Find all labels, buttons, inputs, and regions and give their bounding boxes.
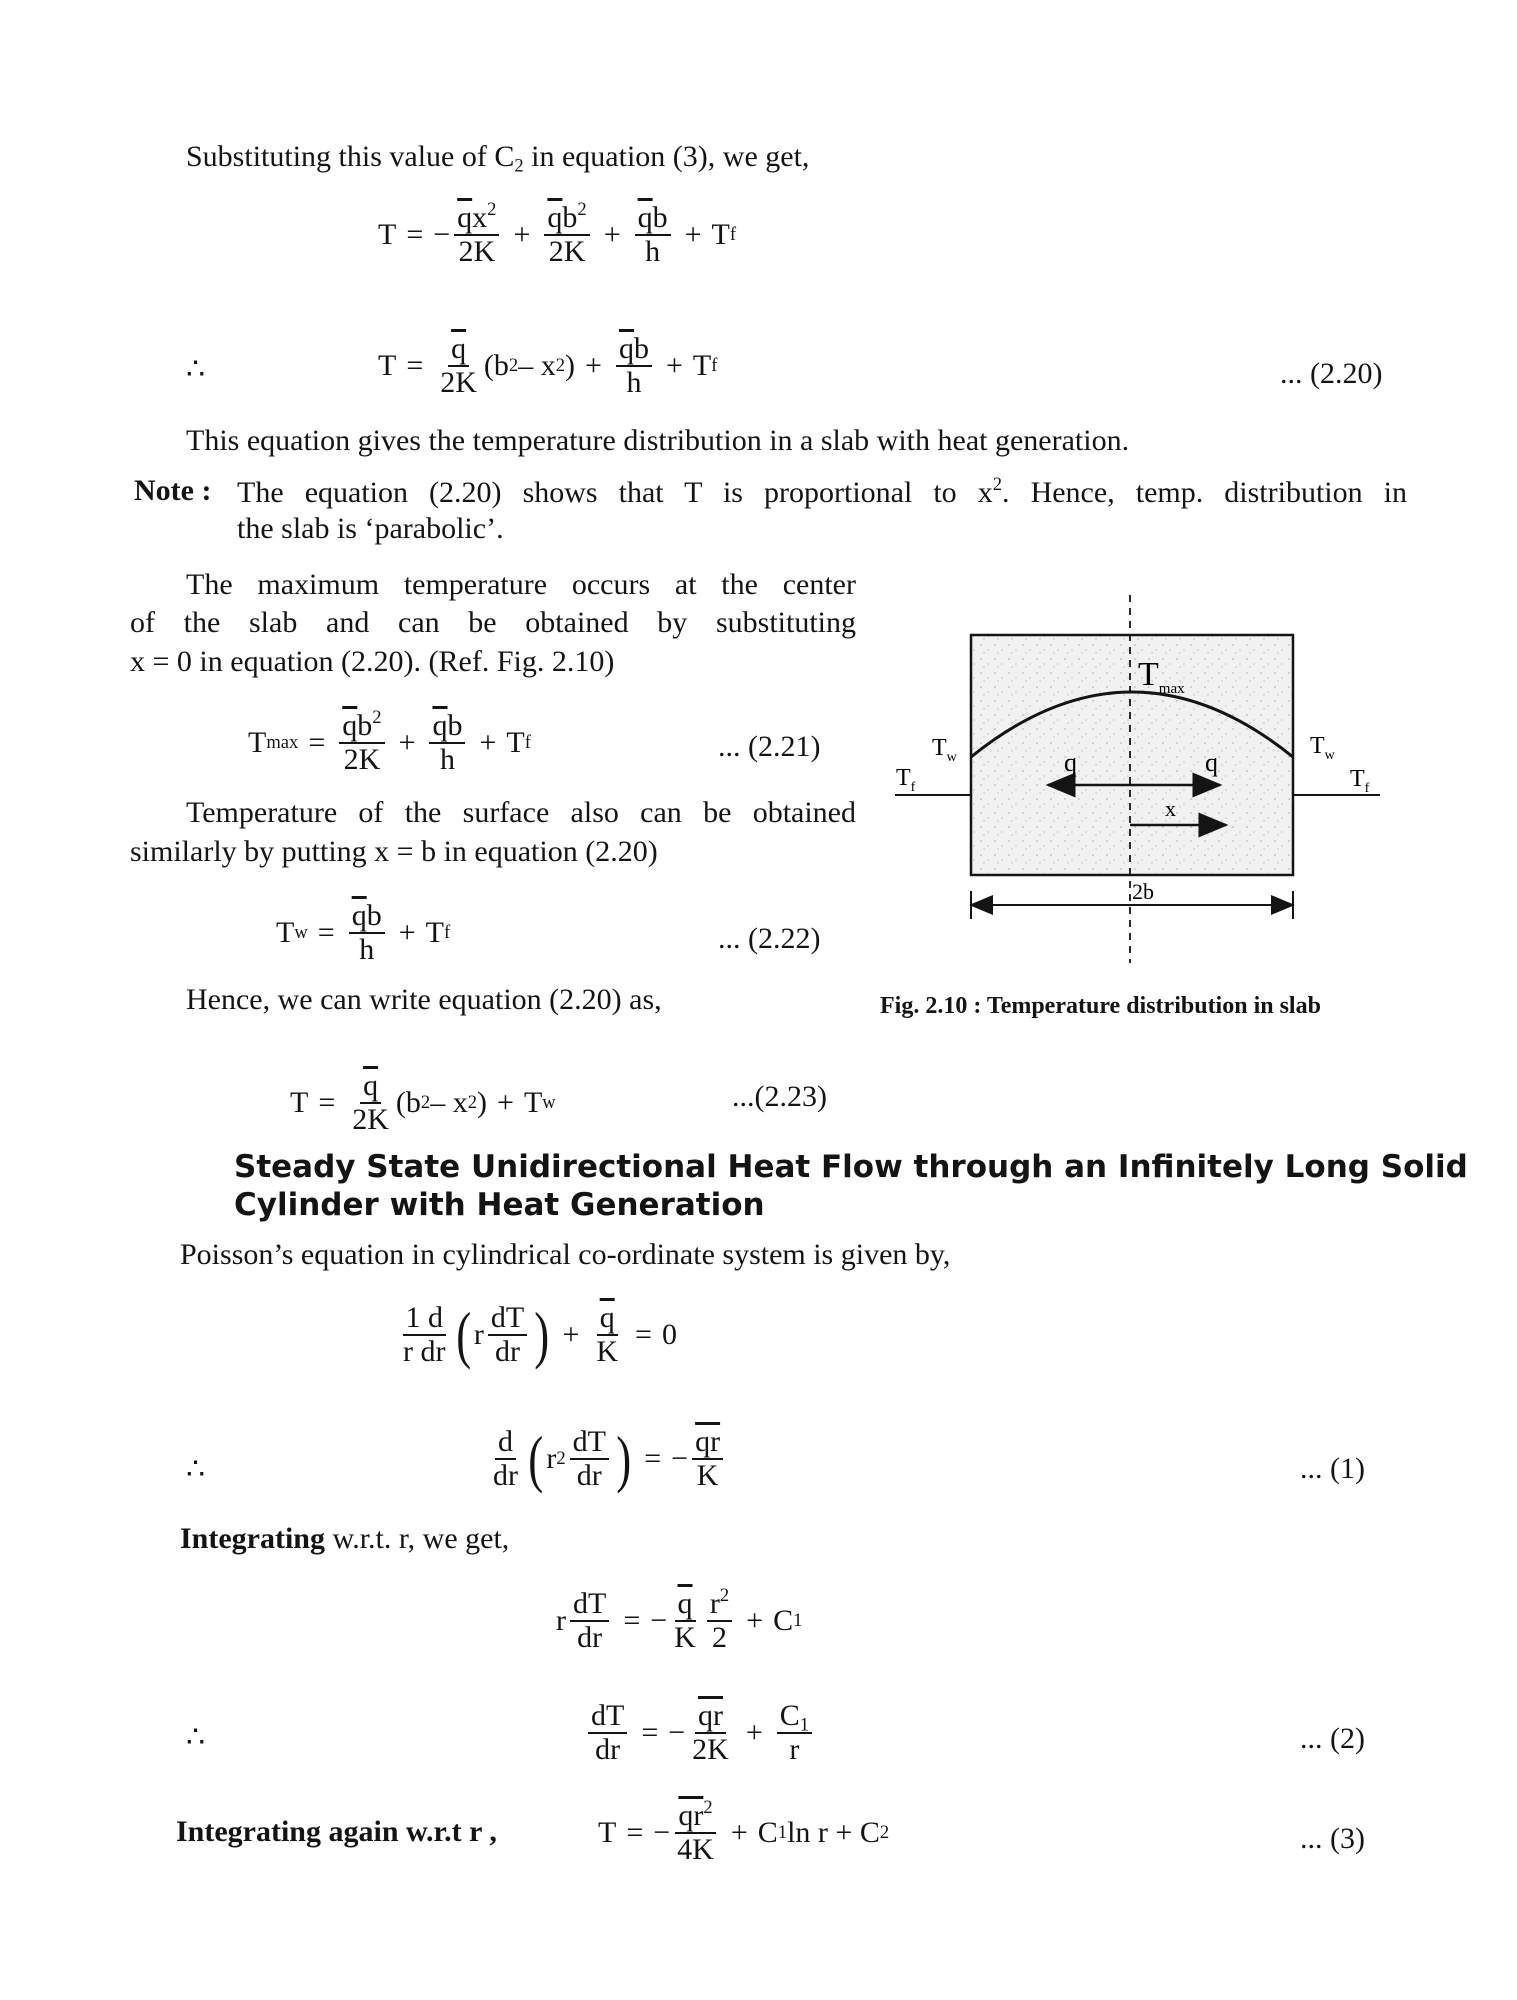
fig-label-tf-right: $T_f$ (1350, 766, 1370, 796)
fig-label-tmax: $T_{max}$ (1138, 656, 1185, 697)
poisson-text: Poisson’s equation in cylindrical co-ordinate system is given by, (180, 1238, 951, 1271)
equation-1: $\frac{d}{dr}$ ( r 2 $\frac{dT}{dr}$ ) = − $\frac{\overline{qr}}{K}$ (486, 1426, 727, 1491)
fig-label-tw-left: $T_w$ (932, 735, 957, 765)
therefore-symbol-1: ∴ (186, 1453, 206, 1486)
equation-2: $\frac{dT}{dr}$ = − $\frac{\overline{qr}}{2K}$ + $\frac{C_1}{r}$ (584, 1700, 816, 1765)
therefore-symbol-2: ∴ (186, 1721, 206, 1754)
fig-label-q-right: q (1205, 748, 1218, 777)
para-max-line-3: x = 0 in equation (2.20). (Ref. Fig. 2.10) (130, 645, 615, 678)
integrating-text-2: Integrating again w.r.t r , (176, 1815, 497, 1848)
description-text: This equation gives the temperature distribution in a slab with heat generation. (186, 424, 1130, 457)
therefore-symbol: ∴ (186, 353, 206, 386)
equation-integrated: r $\frac{dT}{dr}$ = − $\frac{\overline{q}}{K}$ $\frac{r^2}{2}$ + C 1 (556, 1584, 803, 1654)
integrating-text-1: Integrating w.r.t. r, we get, (180, 1522, 510, 1555)
equation-number-3: ... (3) (1300, 1822, 1365, 1855)
note-line-2: the slab is ‘parabolic’. (237, 512, 504, 545)
section-heading-line-2: Cylinder with Heat Generation (234, 1187, 765, 1223)
equation-poisson: $\frac{1 d}{\text{r dr}}$ ( r $\frac{dT}{dr}$ ) + $\frac{\overline{q}}{K}$ = 0 (403, 1298, 677, 1370)
equation-number-2-21: ... (2.21) (718, 730, 821, 763)
fig-label-x: x (1165, 796, 1176, 821)
fig-label-q-left: q (1064, 748, 1077, 777)
intro-text: Substituting this value of $C_2$ in equation (3), we get, (186, 140, 810, 177)
equation-number-2: ... (2) (1300, 1722, 1365, 1755)
fig-label-tf-left: $T_f$ (896, 765, 916, 795)
figure-caption: Fig. 2.10 : Temperature distribution in slab (880, 993, 1321, 1019)
para-max-line-2: of the slab and can be obtained by substituting (130, 606, 856, 639)
equation-2-20: T = $\frac{\overline{q}}{2K}$ (b 2 – x 2 ) + $\frac{\overline{q}b}{h}$ + T f (378, 332, 718, 399)
equation-2-23: T = $\frac{\overline{q}}{2K}$ (b 2 – x 2 ) + T w (290, 1069, 556, 1136)
equation-substituted: T = − $\frac{\overline{q}x^2}{2K}$ + $\frac{\overline{q}b^2}{2K}$ + $\frac{\overline{q}b}{h}$ + T f (378, 198, 737, 268)
equation-2-21: T max = $\frac{\overline{q}b^2}{2K}$ + $\frac{\overline{q}b}{h}$ + T f (248, 706, 531, 776)
para-surface-line-2: similarly by putting x = b in equation (2.20) (130, 835, 658, 868)
slab-body (971, 635, 1293, 875)
fig-label-2b: 2b (1132, 879, 1154, 904)
equation-number-1: ... (1) (1300, 1452, 1365, 1485)
equation-number-2-22: ... (2.22) (718, 922, 821, 955)
fig-label-tw-right: $T_w$ (1310, 733, 1335, 763)
para-surface-line-1: Temperature of the surface also can be obtained (186, 796, 856, 829)
note-line-1: The equation (2.20) shows that T is proportional to $x^2$. Hence, temp. distribution in (237, 473, 1407, 509)
equation-2-22: T w = $\frac{\overline{q}b}{h}$ + T f (276, 899, 451, 966)
note-label: Note : (134, 474, 212, 507)
equation-3: T = − $\frac{\overline{qr}^2}{4K}$ + C 1 ln r + C 2 (598, 1796, 890, 1866)
equation-number-2-20: ... (2.20) (1280, 357, 1383, 390)
section-heading-line-1: Steady State Unidirectional Heat Flow through an Infinitely Long Solid (234, 1149, 1468, 1185)
hence-text: Hence, we can write equation (2.20) as, (186, 983, 662, 1016)
equation-number-2-23: ...(2.23) (732, 1080, 827, 1113)
figure-slab-temperature (880, 585, 1400, 965)
para-max-line-1: The maximum temperature occurs at the center (186, 568, 856, 601)
